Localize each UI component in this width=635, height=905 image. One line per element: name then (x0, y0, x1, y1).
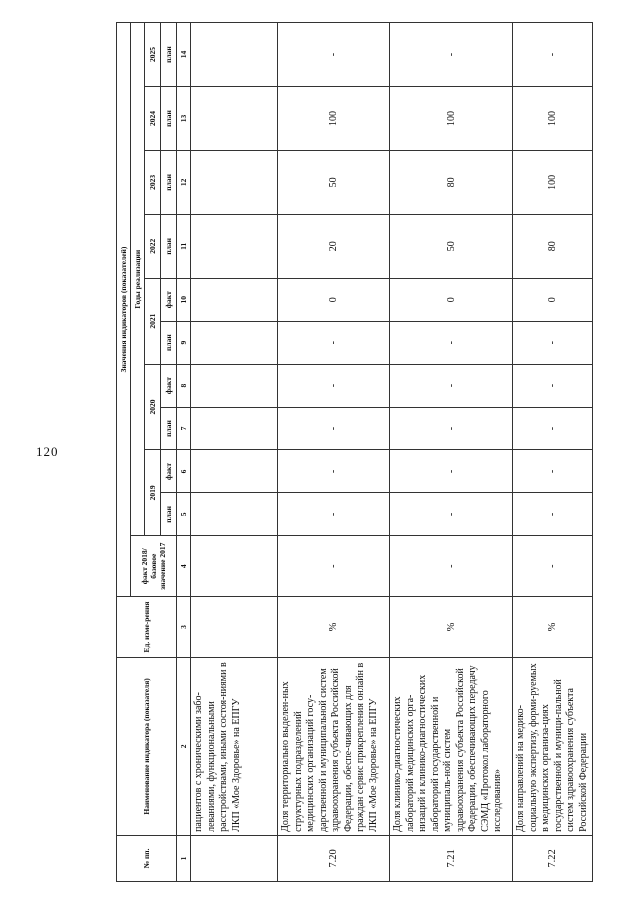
header-year-2019: 2019 (145, 450, 161, 536)
header-plan-2019: план (161, 493, 177, 536)
row-value: - (513, 23, 593, 87)
row-unit: % (390, 597, 513, 658)
row-value: - (278, 450, 390, 493)
row-value: 80 (513, 214, 593, 278)
row-value: - (513, 364, 593, 407)
row-value: - (390, 321, 513, 364)
row-value: 0 (390, 278, 513, 321)
row-name: Доля направлений на медико-социальную экспертизу, форми-руемых в медицинских организа-циях государственной и муници-пальной систем здравоохранения субъекта Российской Федерации (513, 657, 593, 835)
header-plan-2021: план (161, 321, 177, 364)
page-number: 120 (36, 444, 59, 459)
header-fact-2019: факт (161, 450, 177, 493)
row-value (191, 407, 278, 450)
table-row (513, 23, 593, 882)
header-plan-2024: план (161, 87, 177, 151)
header-year-2025: 2025 (145, 23, 161, 87)
table-row (191, 23, 278, 882)
row-value (191, 278, 278, 321)
table-row (278, 23, 390, 882)
row-value: 80 (390, 150, 513, 214)
row-value: - (278, 364, 390, 407)
row-value: - (278, 321, 390, 364)
row-unit: % (513, 597, 593, 658)
header-plan-2022: план (161, 214, 177, 278)
row-name: Доля клинико-диагностических лабораторий медицинских орга-низаций и клинико-диагностических лабораторий государственной и муниципаль-ной систем здравоохранения субъекта Российской Федерации, обеспечивающих передачу СЭМД «Протокол лабораторного исследования» (390, 657, 513, 835)
col-number: 13 (177, 87, 191, 151)
row-value: - (513, 536, 593, 597)
row-value: - (390, 23, 513, 87)
header-unit: Ед. изме-рения (117, 597, 177, 658)
row-name: пациентов с хроническими забо-леваниями, функциональными расстройствами, иными состоя-ниями в ЛКП «Мое Здоровье» на ЕПГУ (191, 657, 278, 835)
row-value: 50 (390, 214, 513, 278)
row-value: 100 (513, 150, 593, 214)
header-years-group: Годы реализации (131, 23, 145, 536)
col-number: 4 (177, 536, 191, 597)
rotated-table-wrapper (116, 22, 616, 882)
row-value: - (278, 493, 390, 536)
col-number: 7 (177, 407, 191, 450)
row-no (191, 835, 278, 881)
header-year-2023: 2023 (145, 150, 161, 214)
header-plan-2020: план (161, 407, 177, 450)
table-row (390, 23, 513, 882)
row-value: 50 (278, 150, 390, 214)
row-value (191, 493, 278, 536)
row-value: - (278, 23, 390, 87)
row-value: - (278, 536, 390, 597)
col-number: 5 (177, 493, 191, 536)
row-value: - (390, 493, 513, 536)
row-value: 100 (513, 87, 593, 151)
col-number: 9 (177, 321, 191, 364)
header-no: № пп. (117, 835, 177, 881)
row-no: 7.21 (390, 835, 513, 881)
row-value: - (390, 364, 513, 407)
header-plan-2025: план (161, 23, 177, 87)
col-number: 14 (177, 23, 191, 87)
col-number: 8 (177, 364, 191, 407)
row-value: 20 (278, 214, 390, 278)
row-value (191, 536, 278, 597)
header-fact-2021: факт (161, 278, 177, 321)
row-value: 0 (278, 278, 390, 321)
row-value: 100 (278, 87, 390, 151)
row-value (191, 321, 278, 364)
row-value (191, 23, 278, 87)
header-base: факт 2018/базовое значение 2017 (131, 536, 177, 597)
row-value (191, 450, 278, 493)
header-plan-2023: план (161, 150, 177, 214)
row-no: 7.22 (513, 835, 593, 881)
row-value: - (390, 450, 513, 493)
col-number: 10 (177, 278, 191, 321)
col-number: 12 (177, 150, 191, 214)
header-values-group: Значения индикаторов (показателей) (117, 23, 131, 597)
header-name: Наименование индикатора (показателя) (117, 657, 177, 835)
row-value: 0 (513, 278, 593, 321)
col-number: 1 (177, 835, 191, 881)
row-value: - (278, 407, 390, 450)
col-number: 11 (177, 214, 191, 278)
row-unit (191, 597, 278, 658)
row-no: 7.20 (278, 835, 390, 881)
header-year-2020: 2020 (145, 364, 161, 450)
row-value: - (513, 450, 593, 493)
row-value: - (390, 407, 513, 450)
row-value (191, 214, 278, 278)
row-value: - (513, 321, 593, 364)
header-year-2022: 2022 (145, 214, 161, 278)
header-year-2021: 2021 (145, 278, 161, 364)
row-value: - (513, 493, 593, 536)
row-value: 100 (390, 87, 513, 151)
row-unit: % (278, 597, 390, 658)
row-value (191, 364, 278, 407)
indicators-table (116, 22, 593, 882)
row-value: - (513, 407, 593, 450)
header-fact-2020: факт (161, 364, 177, 407)
col-number: 3 (177, 597, 191, 658)
row-name: Доля территориально выделен-ных структурных подразделений медицинских организаций госу-дарственной и муниципальной систем здравоохранения субъекта Российской Федерации, обеспе-чивающих для граждан сервис прикрепления онлайн в ЛКП «Мое Здоровье» на ЕПГУ (278, 657, 390, 835)
row-value (191, 150, 278, 214)
row-value: - (390, 536, 513, 597)
row-value (191, 87, 278, 151)
header-year-2024: 2024 (145, 87, 161, 151)
col-number: 6 (177, 450, 191, 493)
col-number: 2 (177, 657, 191, 835)
